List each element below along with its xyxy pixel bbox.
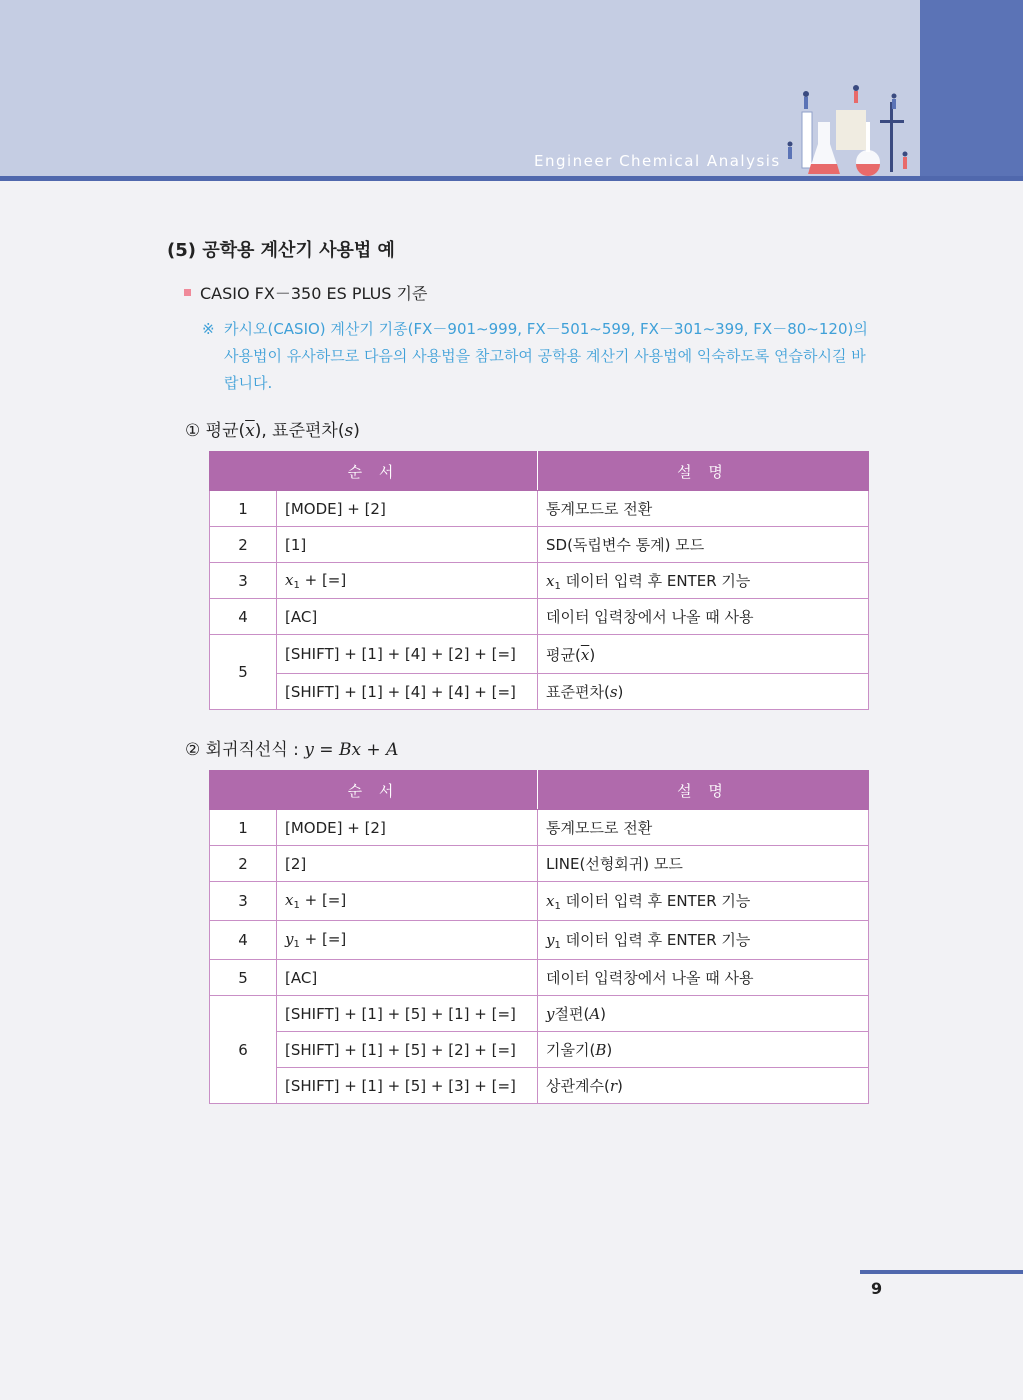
bullet-text: CASIO FX－350 ES PLUS 기준 (200, 284, 428, 303)
table-row (210, 882, 869, 921)
key-sequence: [SHIFT] + [1] + [5] + [2] + [=] (277, 1032, 538, 1068)
table-row (210, 1068, 869, 1104)
step-number: 2 (210, 527, 277, 563)
key-sequence: [1] (277, 527, 538, 563)
variable-symbol: y (546, 1005, 555, 1023)
key-sequence: [AC] (277, 960, 538, 996)
table1-title-mean-symbol: $\overline{x}$ (245, 421, 255, 441)
variable-subscript: 1 (554, 901, 561, 912)
note-text: 카시오(CASIO) 계산기 기종(FX－901∼999, FX－501∼599, FX－301∼399, FX－80∼120)의 사용법이 유사하므로 다음의 사용법을 참고하여 공학용 계산기 사용법에 익숙하도록 연습하시길 바랍니다. (224, 320, 868, 392)
description-suffix: ) (606, 1041, 613, 1059)
table2-title (185, 735, 398, 760)
step-description (538, 563, 869, 599)
table-row (210, 1032, 869, 1068)
table-row (210, 563, 869, 599)
key-sequence: [AC] (277, 599, 538, 635)
step-description (538, 996, 869, 1032)
table-row (210, 846, 869, 882)
key-sequence: [SHIFT] + [1] + [4] + [4] + [=] (277, 674, 538, 710)
step-description: 데이터 입력창에서 나올 때 사용 (538, 599, 869, 635)
step-number: 2 (210, 846, 277, 882)
bullet-square-icon (184, 289, 191, 296)
key-sequence-rest: + [=] (299, 891, 347, 909)
key-sequence: [MODE] + [2] (277, 491, 538, 527)
description-suffix: ) (617, 683, 624, 701)
key-sequence: [SHIFT] + [1] + [5] + [3] + [=] (277, 1068, 538, 1104)
description-prefix: 표준편차( (546, 683, 610, 701)
step-description: 통계모드로 전환 (538, 810, 869, 846)
step-number: 1 (210, 491, 277, 527)
step-number: 6 (210, 996, 277, 1104)
step-number: 4 (210, 921, 277, 960)
section-title: (5) 공학용 계산기 사용법 예 (167, 240, 395, 261)
key-sequence-rest: + [=] (299, 570, 347, 589)
key-sequence: [SHIFT] + [1] + [4] + [2] + [=] (277, 635, 538, 674)
step-description: 통계모드로 전환 (538, 491, 869, 527)
header-seq: 순 서 (210, 452, 538, 491)
variable-subscript: 1 (554, 940, 561, 951)
table-row (210, 635, 869, 674)
table-row (210, 674, 869, 710)
lab-equipment-illustration (780, 82, 920, 190)
header-title: Engineer Chemical Analysis (534, 152, 781, 170)
page-number-rule (860, 1270, 1023, 1274)
step-description: LINE(선형회귀) 모드 (538, 846, 869, 882)
table-row (210, 599, 869, 635)
variable-subscript: 1 (554, 580, 561, 592)
description-mid: 절편( (554, 1005, 590, 1023)
key-sequence (277, 882, 538, 921)
step-number: 4 (210, 599, 277, 635)
bullet-item (184, 281, 427, 304)
table-row (210, 996, 869, 1032)
variable-subscript: 1 (293, 900, 300, 911)
key-sequence: [SHIFT] + [1] + [5] + [1] + [=] (277, 996, 538, 1032)
step-description (538, 674, 869, 710)
description-suffix: ) (616, 1077, 623, 1095)
table2-title-prefix: ② 회귀직선식 : (185, 740, 305, 760)
variable-symbol: B (595, 1041, 607, 1059)
variable-symbol: x (285, 891, 294, 909)
variable-symbol: y (546, 931, 555, 949)
step-description (538, 635, 869, 674)
header-desc: 설 명 (538, 452, 869, 491)
table-row (210, 810, 869, 846)
step-description: 데이터 입력창에서 나올 때 사용 (538, 960, 869, 996)
table-header-row (210, 771, 869, 810)
description-rest: 데이터 입력 후 ENTER 기능 (560, 931, 751, 949)
table1-sd-mode (209, 451, 869, 710)
step-number: 3 (210, 563, 277, 599)
variable-symbol: x (546, 892, 555, 910)
table-row (210, 527, 869, 563)
variable-symbol: x (546, 571, 555, 590)
step-number: 5 (210, 635, 277, 710)
variable-symbol: r (609, 1077, 617, 1095)
table-header-row (210, 452, 869, 491)
variable-symbol: $\overline{x}$ (580, 645, 590, 664)
table2-linear-regression (209, 770, 869, 1104)
variable-symbol: y (285, 930, 294, 948)
step-number: 3 (210, 882, 277, 921)
description-rest: 데이터 입력 후 ENTER 기능 (560, 571, 751, 590)
step-number: 5 (210, 960, 277, 996)
table1-title-suffix: ) (353, 421, 360, 441)
description-prefix: 상관계수( (546, 1077, 610, 1095)
page-number: 9 (871, 1279, 883, 1298)
header-accent-tab (920, 0, 1023, 178)
table-row (210, 921, 869, 960)
note-reference-mark: ※ (202, 320, 215, 338)
step-description: SD(독립변수 통계) 모드 (538, 527, 869, 563)
table1-title-sd-symbol: s (344, 421, 354, 441)
header-desc: 설 명 (538, 771, 869, 810)
table-row (210, 491, 869, 527)
variable-symbol: s (609, 683, 618, 701)
variable-subscript: 1 (293, 939, 300, 950)
step-number: 1 (210, 810, 277, 846)
description-suffix: ) (600, 1005, 607, 1023)
table1-title-mid: ), 표준편차( (254, 421, 345, 441)
description-suffix: ) (589, 645, 596, 664)
header-seq: 순 서 (210, 771, 538, 810)
description-prefix: 평균( (546, 645, 581, 664)
table1-title (185, 416, 360, 441)
step-description (538, 882, 869, 921)
step-description (538, 1068, 869, 1104)
key-sequence: [MODE] + [2] (277, 810, 538, 846)
description-prefix: 기울기( (546, 1041, 596, 1059)
key-sequence (277, 921, 538, 960)
table2-title-equation: y = Bx + A (304, 740, 399, 760)
description-rest: 데이터 입력 후 ENTER 기능 (560, 892, 751, 910)
table1-title-prefix: ① 평균( (185, 421, 246, 441)
variable-symbol: A (589, 1005, 601, 1023)
table-row (210, 960, 869, 996)
key-sequence-rest: + [=] (299, 930, 347, 948)
key-sequence: [2] (277, 846, 538, 882)
key-sequence (277, 563, 538, 599)
step-description (538, 921, 869, 960)
step-description (538, 1032, 869, 1068)
variable-subscript: 1 (293, 579, 300, 591)
variable-symbol: x (285, 570, 294, 589)
